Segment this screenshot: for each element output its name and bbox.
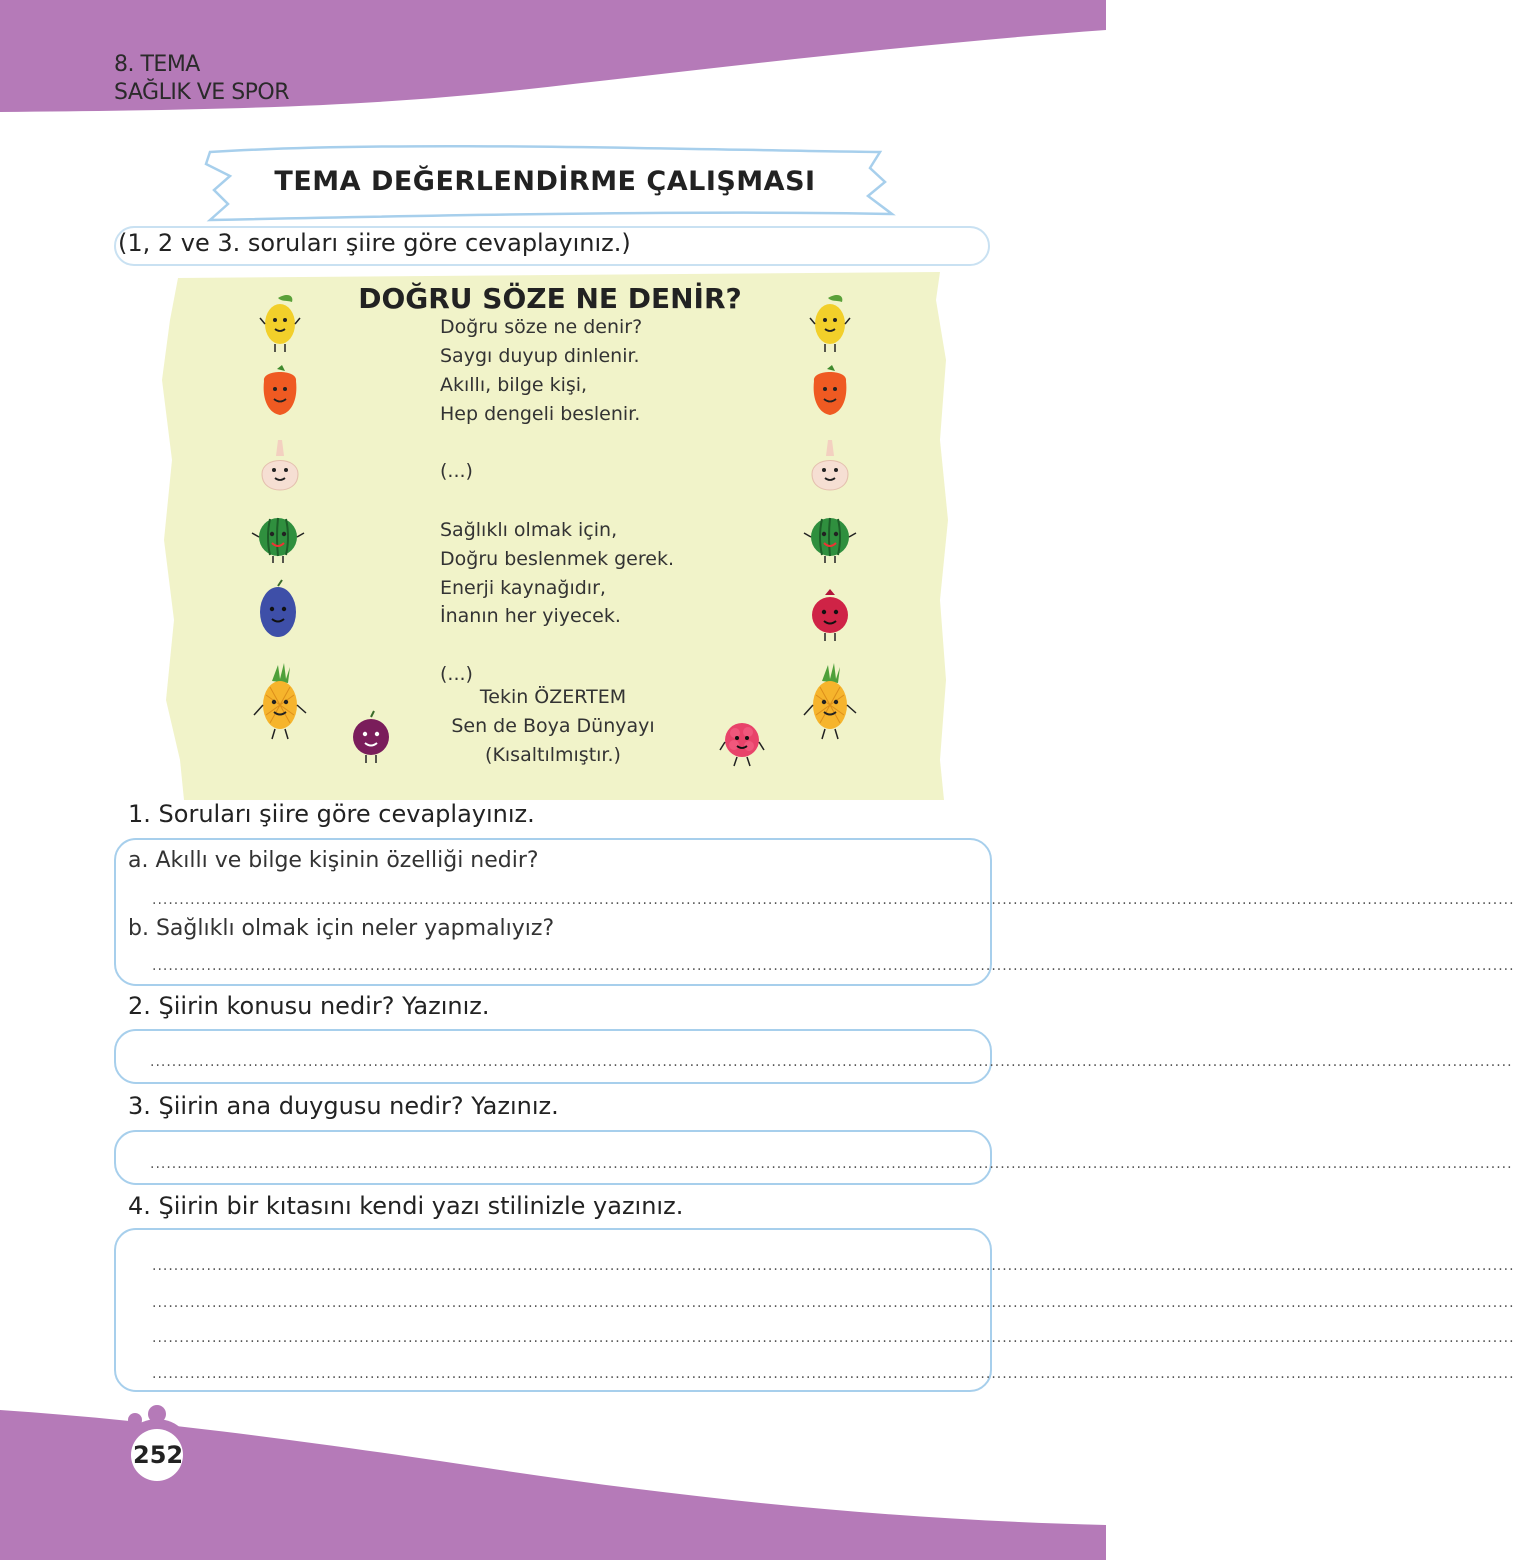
theme-name: SAĞLIK VE SPOR [114,80,290,105]
question-4-answer-line[interactable]: .......................................................................................................................................................................................................................................................... [152,1295,1515,1311]
poem-line: Hep dengeli beslenir. [440,403,641,425]
poem-line: Doğru beslenmek gerek. [440,548,674,570]
question-1b-text: b. Sağlıklı olmak için neler yapmalıyız? [128,916,555,941]
question-1b-answer-line[interactable]: .......................................................................................................................................................................................................................................................... [152,958,1515,974]
question-4-title: 4. Şiirin bir kıtasını kendi yazı stilinizle yazınız. [128,1192,684,1220]
theme-number: 8. TEMA [114,52,200,77]
poem-line: Doğru söze ne denir? [440,316,643,338]
question-4-answer-line[interactable]: .......................................................................................................................................................................................................................................................... [152,1330,1515,1346]
poem-line: İnanın her yiyecek. [440,605,621,627]
question-1-title: 1. Soruları şiire göre cevaplayınız. [128,800,535,828]
poem-line: Akıllı, bilge kişi, [440,374,588,396]
question-1a-answer-line[interactable]: .......................................................................................................................................................................................................................................................... [152,892,1515,908]
poem-line: Sağlıklı olmak için, [440,519,618,541]
question-1a-text: a. Akıllı ve bilge kişinin özelliği nedir? [128,848,539,873]
banner-title: TEMA DEĞERLENDİRME ÇALIŞMASI [274,166,816,197]
poem-author: Tekin ÖZERTEM [479,686,627,708]
instruction-text: (1, 2 ve 3. soruları şiire göre cevaplayınız.) [118,229,631,257]
poem-source: Sen de Boya Dünyayı [451,715,655,737]
question-4-answer-line[interactable]: .......................................................................................................................................................................................................................................................... [152,1366,1515,1382]
question-3-title: 3. Şiirin ana duygusu nedir? Yazınız. [128,1092,559,1120]
poem-line: (...) [440,663,473,685]
poem-line: Enerji kaynağıdır, [440,577,606,599]
question-4-answer-line[interactable]: .......................................................................................................................................................................................................................................................... [152,1258,1515,1274]
poem-line: Saygı duyup dinlenir. [440,345,640,367]
question-2-answer-line[interactable]: .......................................................................................................................................................................................................................................................... [150,1054,1513,1070]
question-3-answer-line[interactable]: .......................................................................................................................................................................................................................................................... [150,1156,1513,1172]
poem-title: DOĞRU SÖZE NE DENİR? [358,282,742,315]
poem-line: (...) [440,460,473,482]
poem-note: (Kısaltılmıştır.) [485,744,621,766]
page-number: 252 [133,1441,184,1469]
question-2-title: 2. Şiirin konusu nedir? Yazınız. [128,992,490,1020]
